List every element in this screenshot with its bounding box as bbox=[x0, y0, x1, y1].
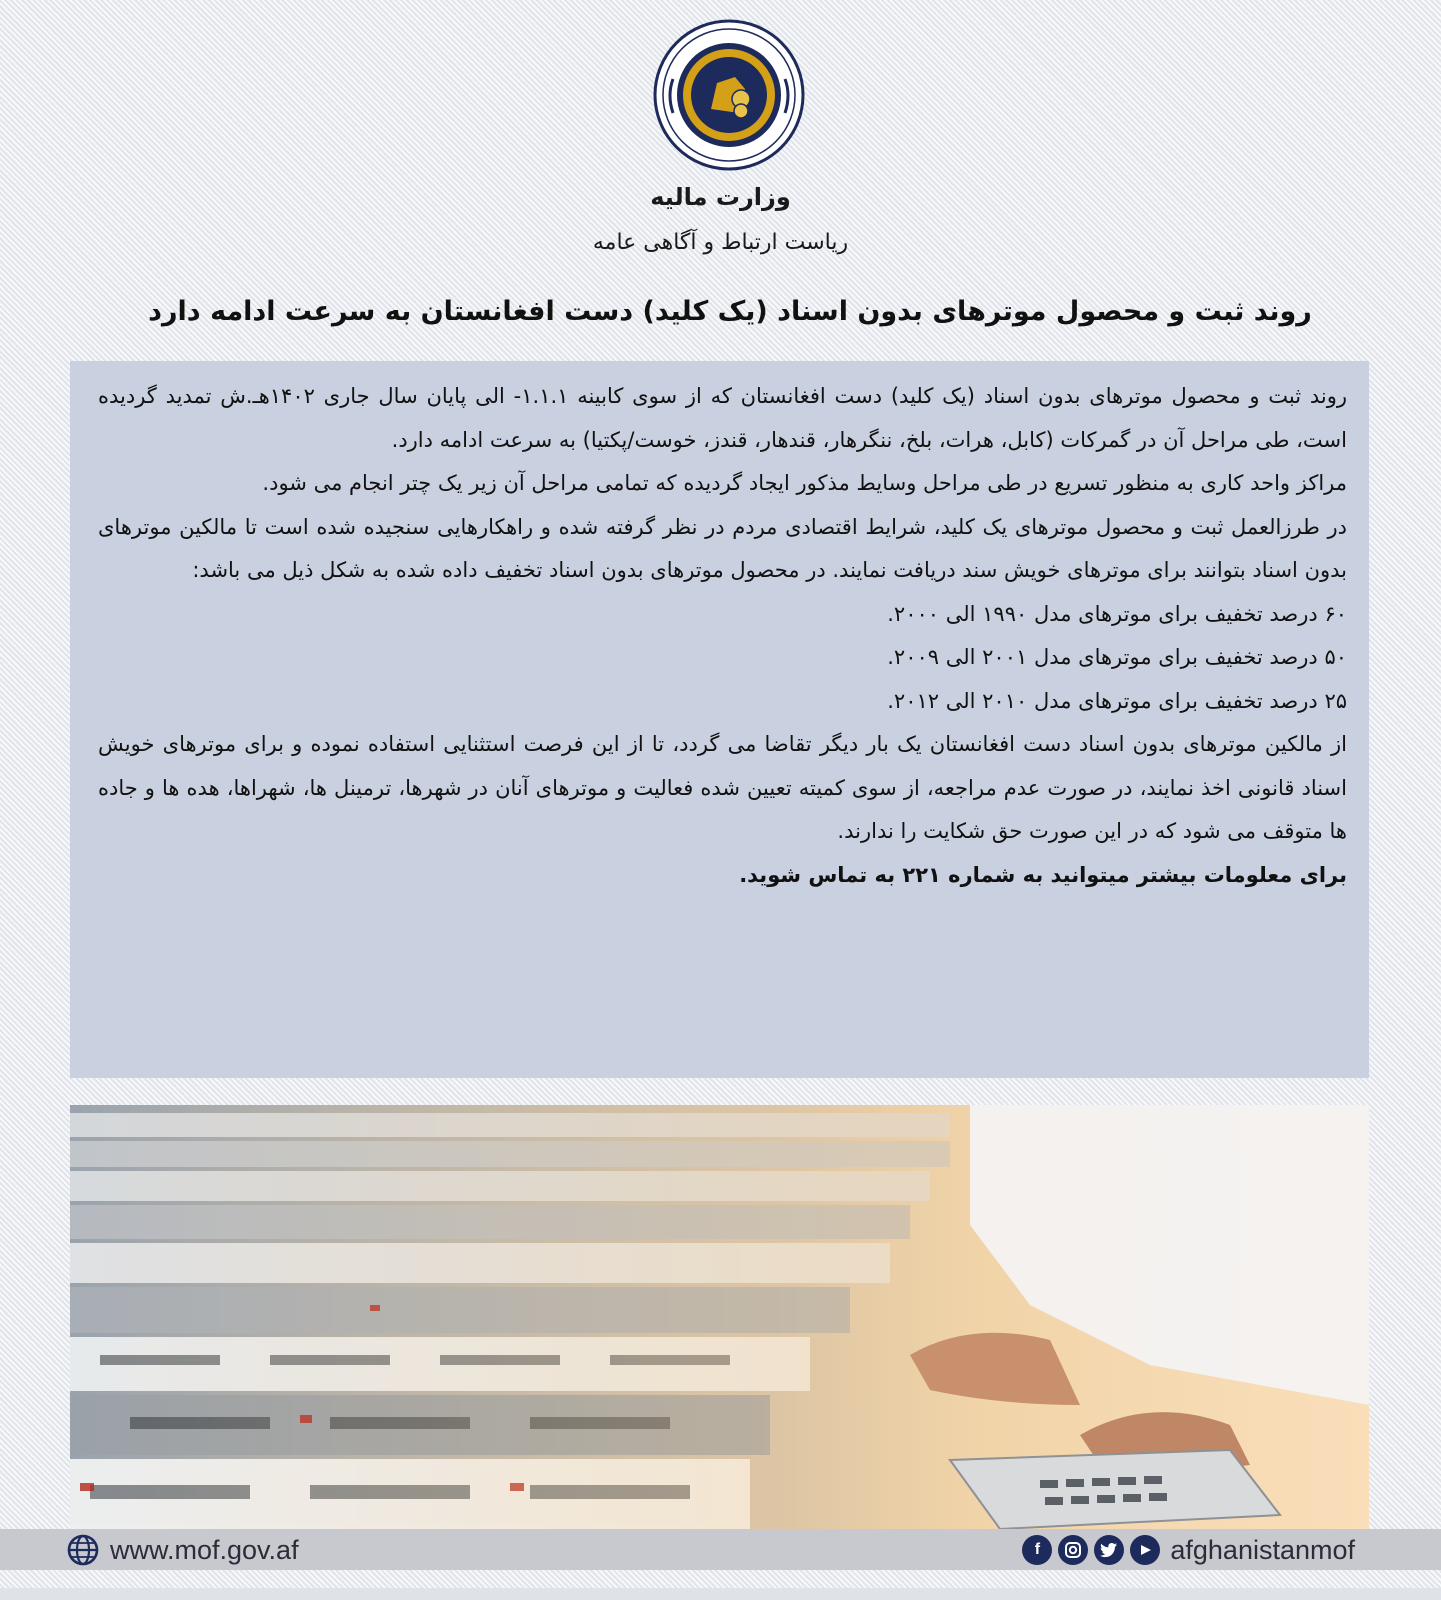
social-handle[interactable]: afghanistanmof bbox=[1170, 1534, 1355, 1565]
social-links bbox=[1022, 1533, 1355, 1567]
article-body bbox=[70, 361, 1369, 1078]
ministry-logo bbox=[653, 19, 805, 171]
website-url: www.mof.gov.af bbox=[110, 1534, 299, 1565]
twitter-icon[interactable] bbox=[1094, 1535, 1124, 1565]
car-lot-photo bbox=[70, 1105, 1369, 1529]
instagram-icon[interactable] bbox=[1058, 1535, 1088, 1565]
discount-item: ۵۰ درصد تخفیف برای موترهای مدل ۲۰۰۱ الی ۲۰۰۹. bbox=[887, 645, 1347, 669]
discount-item: ۶۰ درصد تخفیف برای موترهای مدل ۱۹۹۰ الی ۲۰۰۰. bbox=[887, 601, 1347, 626]
contact-line: برای معلومات بیشتر میتوانید به شماره ۲۲۱ به تماس شوید. bbox=[739, 862, 1347, 887]
paragraph-centers: مراکز واحد کاری به منظور تسریع در طی مراحل وسایط مذکور ایجاد گردیده که تمامی مراحل آن زیر یک چتر انجام می شود. bbox=[262, 471, 1347, 495]
org-title: وزارت مالیه bbox=[650, 183, 791, 211]
paragraph-procedure: در طرزالعمل ثبت و محصول موترهای یک کلید، شرایط اقتصادی مردم در نظر گرفته شده و راهکارهایی سنجیده شده است تا مالکین موترهای بدون اسناد بتوانند برای موترهای خویش سند دریافت نمایند. در محصول موترهای بدون اسناد تخفیف داده شده به شکل ذیل می باشد: bbox=[98, 514, 1347, 582]
ministry-emblem-icon bbox=[653, 19, 805, 171]
website-link[interactable] bbox=[66, 1533, 299, 1567]
page-title: روند ثبت و محصول موترهای بدون اسناد (یک کلید) دست افغانستان به سرعت ادامه دارد bbox=[148, 296, 1312, 327]
org-subtitle: ریاست ارتباط و آگاهی عامه bbox=[592, 230, 849, 255]
paragraph-request: از مالکین موترهای بدون اسناد دست افغانستان یک بار دیگر تقاضا می گردد، تا از این فرصت استثنایی استفاده نموده و برای موترهای خویش اسناد قانونی اخذ نمایند، در صورت عدم مراجعه، از سوی کمیته تعیین شده فعالیت و موترهای آنان در شهرها، ترمینل ها، شهراها، هده ها و جاده ها متوقف می شود که در این صورت حق شکایت را ندارند. bbox=[98, 732, 1347, 843]
car-lot-and-calculator-image bbox=[70, 1105, 1369, 1529]
facebook-icon[interactable]: f bbox=[1022, 1535, 1052, 1565]
paragraph-intro: روند ثبت و محصول موترهای بدون اسناد (یک کلید) دست افغانستان که از سوی کابینه ۱.۱.۱- الی پایان سال جاری ۱۴۰۲هـ.ش تمدید گردیده است، طی مراحل آن در گمرکات (کابل، هرات، بلخ، ننگرهار، قندهار، قندز، خوست/پکتیا) به سرعت ادامه دارد. bbox=[98, 384, 1348, 452]
bottom-border bbox=[0, 1588, 1441, 1600]
discount-item: ۲۵ درصد تخفیف برای موترهای مدل ۲۰۱۰ الی ۲۰۱۲. bbox=[887, 688, 1347, 713]
globe-icon bbox=[66, 1533, 100, 1567]
youtube-icon[interactable] bbox=[1130, 1535, 1160, 1565]
